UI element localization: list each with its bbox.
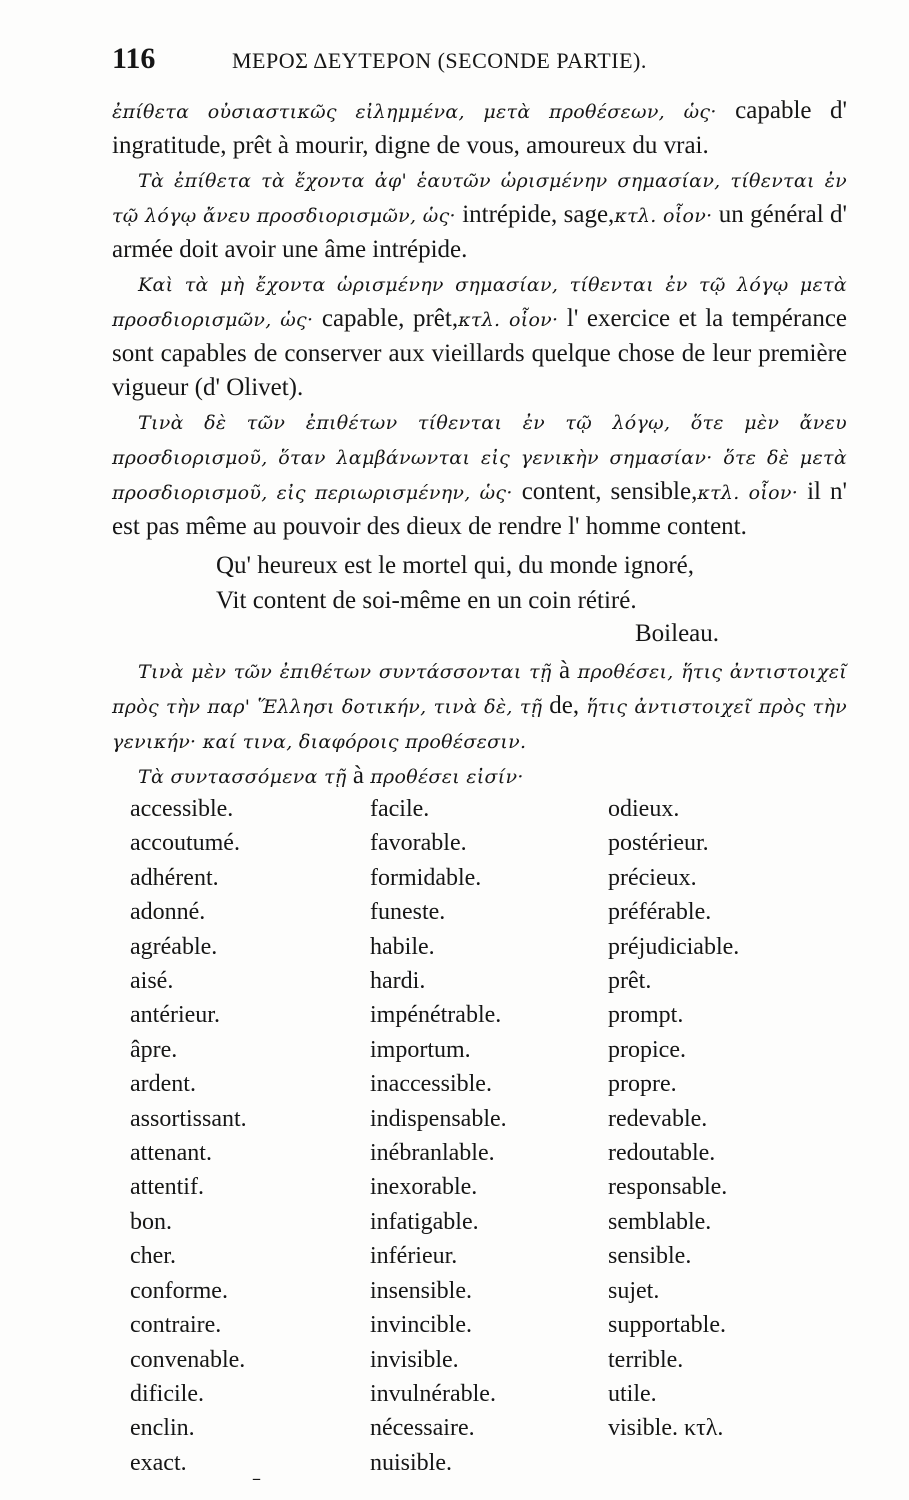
word-item: dificile. [130,1380,204,1407]
word-item: inébranlable. [370,1140,495,1167]
word-item: responsable. [608,1174,728,1201]
word-item: contraire. [130,1312,222,1339]
body-text [112,94,847,544]
word-item: âpre. [130,1036,178,1063]
word-item: invincible. [370,1312,472,1339]
paragraph-5-french-a: à [551,657,578,684]
word-item: exact. [130,1449,187,1476]
list-intro-greek: Τὰ συντασσόμενα τῇ [138,766,347,788]
word-item: insensible. [370,1277,472,1304]
word-item: antérieur. [130,1002,220,1029]
page-header [112,42,832,82]
word-item: facile. [370,796,430,822]
paragraph-1-greek: ἐπίθετα οὐσιαστικῶς εἰλημμένα, μετὰ προθέσεων, ὡς· [112,101,717,123]
word-item: formidable. [370,864,482,891]
word-item: propice. [608,1036,686,1063]
word-item: indispensable. [370,1105,507,1132]
word-item: précieux. [608,864,697,891]
word-item: conforme. [130,1277,228,1304]
word-item: prompt. [608,1002,684,1029]
paragraph-4-greek-mid: κτλ. οἷον· [697,482,799,504]
word-item: inférieur. [370,1243,458,1270]
running-head-french: (SECONDE PARTIE). [437,48,647,73]
word-column-2 [370,792,507,1480]
word-item: invulnérable. [370,1380,496,1407]
list-intro-greek-end: προθέσει εἰσίν· [370,766,524,788]
word-column-1 [130,792,247,1480]
paragraph-3-french: capable, prêt, [313,305,459,332]
word-item: semblable. [608,1208,712,1235]
word-item: terrible. [608,1346,684,1373]
word-item: attenant. [130,1140,212,1167]
word-column-3 [608,792,739,1446]
word-item: funeste. [370,899,446,926]
verse-quotation [216,548,694,618]
paragraph-1-french: capable d' ingratitude, prêt à mourir, digne de vous, amoureux du vrai. [112,97,847,159]
paragraph-2-french-end: un général d' armée doit avoir une âme intrépide. [112,201,847,263]
word-item: préjudiciable. [608,933,740,960]
verse-attribution: Boileau. [635,620,720,647]
word-item: utile. [608,1380,657,1407]
paragraph-5-french-de: de, [542,692,587,719]
paragraph-4-french: content, sensible, [512,478,698,505]
paragraph-5-greek: Τινὰ μὲν τῶν ἐπιθέτων συντάσσονται τῇ [138,661,552,683]
word-item: nécessaire. [370,1415,475,1442]
running-head-greek: ΜΕΡΟΣ ΔΕΥΤΕΡΟΝ [232,48,432,73]
word-item: propre. [608,1071,677,1098]
paragraph-3 [112,267,847,405]
list-intro-french: à [346,762,371,789]
paragraph-5 [112,654,847,759]
word-item: odieux. [608,796,680,822]
word-item: visible. κτλ. [608,1415,724,1442]
verse-line-2: Vit content de soi-même en un coin rétiré. [216,587,637,614]
word-item: adhérent. [130,864,219,891]
word-item: enclin. [130,1415,195,1442]
paragraph-4-greek: Τινὰ δὲ τῶν ἐπιθέτων τίθενται ἐν τῷ λόγῳ, ὅτε μὲν ἄνευ προσδιορισμοῦ, ὅταν λαμβάνωνται εἰς γενικὴν σημασίαν· ὅτε δὲ μετὰ προσδιορισμοῦ, εἰς περιωρισμένην, ὡς· [112,412,847,504]
paragraph-2-greek-mid: κτλ. οἷον· [614,205,713,227]
paragraph-3-french-end: l' exercice et la tempérance sont capables de conserver aux vieillards quelque chose de leur première vigueur (d' Olivet). [112,305,848,401]
paragraph-5-greek-c: ἥτις ἀντιστοιχεῖ πρὸς τὴν γενικήν· καί τινα, διαφόροις προθέσεσιν. [112,696,847,753]
paragraph-1 [112,94,847,163]
word-item: assortissant. [130,1105,247,1132]
paragraph-4 [112,405,847,544]
word-item: prêt. [608,968,652,995]
word-item: habile. [370,933,435,960]
verse-line-1: Qu' heureux est le mortel qui, du monde ignoré, [216,552,695,579]
paragraph-4-french-end: il n' est pas même au pouvoir des dieux de rendre l' homme content. [112,478,847,540]
paragraph-5-greek-b: προθέσει, ἥτις ἀντιστοιχεῖ πρὸς τὴν παρ' Ἕλλησι δοτικήν, τινὰ δὲ, τῇ [112,661,847,718]
word-item: cher. [130,1243,176,1270]
paragraph-2 [112,163,847,267]
paragraph-2-greek: Τὰ ἐπίθετα τὰ ἔχοντα ἀφ' ἑαυτῶν ὡρισμένην σημασίαν, τίθενται ἐν τῷ λόγῳ ἄνευ προσδιορισμῶν, ὡς· [112,170,847,227]
word-item: supportable. [608,1312,726,1339]
word-item: sujet. [608,1277,660,1304]
body-text-2 [112,654,847,794]
word-item: attentif. [130,1174,204,1201]
word-item: hardi. [370,968,426,995]
page-number: 116 [112,42,156,75]
word-item: invisible. [370,1346,459,1373]
word-item: accessible. [130,796,234,822]
word-item: agréable. [130,933,218,960]
word-item: impénétrable. [370,1002,502,1029]
word-item: nuisible. [370,1449,452,1476]
word-item: ardent. [130,1071,196,1098]
word-item: bon. [130,1208,172,1235]
word-item: inaccessible. [370,1071,492,1098]
word-item: adonné. [130,899,206,926]
word-item: accoutumé. [130,830,240,857]
word-item: convenable. [130,1346,246,1373]
word-item: redevable. [608,1105,708,1132]
word-item: préférable. [608,899,712,926]
word-item: infatigable. [370,1208,479,1235]
paragraph-2-french: intrépide, sage, [455,201,615,228]
running-head [232,48,647,74]
word-item: favorable. [370,830,467,857]
word-item: inexorable. [370,1174,478,1201]
word-item: importum. [370,1036,471,1063]
footer-mark: – [252,1468,261,1489]
word-item: redoutable. [608,1140,716,1167]
paragraph-3-greek-mid: κτλ. οἷον· [458,309,559,331]
word-item: sensible. [608,1243,692,1270]
word-item: aisé. [130,968,174,995]
list-intro [112,759,847,794]
paragraph-3-greek: Καὶ τὰ μὴ ἔχοντα ὡρισμένην σημασίαν, τίθενται ἐν τῷ λόγῳ μετὰ προσδιορισμῶν, ὡς· [112,274,847,331]
word-item: postérieur. [608,830,709,857]
